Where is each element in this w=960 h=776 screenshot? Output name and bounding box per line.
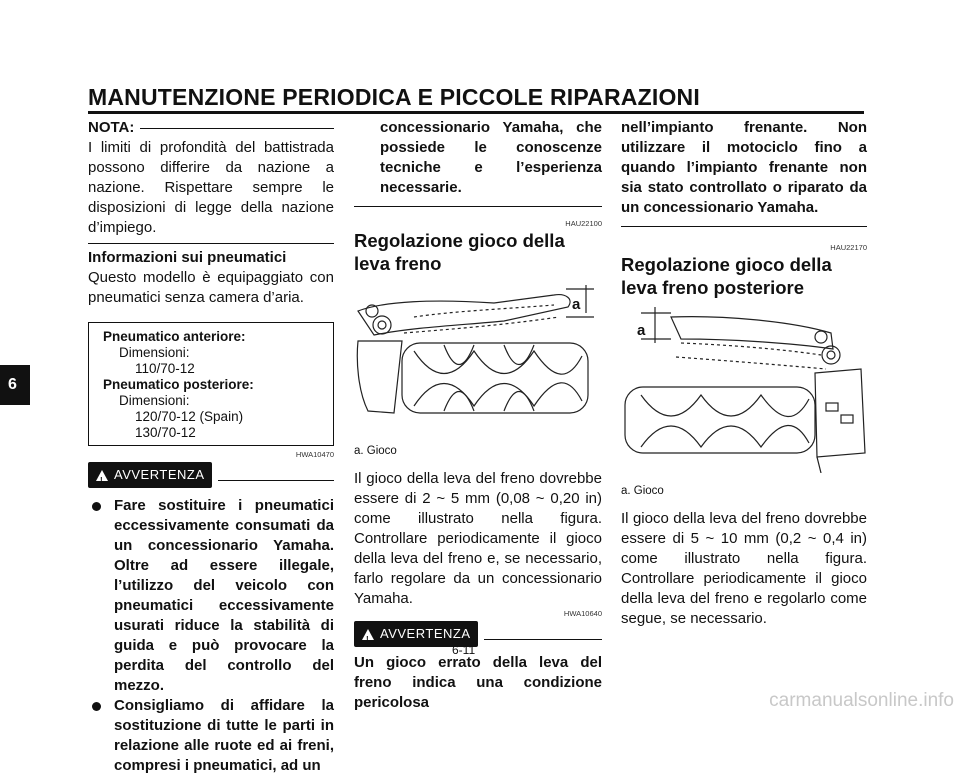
warning-text-2: Un gioco errato della leva del freno indica una condizione pericolosa <box>354 654 602 711</box>
rear-brake-lever-figure <box>621 303 867 473</box>
list-item: Fare sostituire i pneumatici eccessivamente consumati da un concessionario Yamaha. Oltre ad essere illegale, l’utilizzo del veicolo con pneumatici eccessivamente usurati riduce la stabilità di guida e può provocare la perdita del controllo del mezzo. <box>88 496 334 696</box>
warning-continued-3: nell’impianto frenante. Non utilizzare il motociclo fino a quando l’impianto frenante non sia stato controllato o riparato da un concessionario Yamaha. <box>621 119 867 216</box>
rear-tire-label: Pneumatico posteriore: <box>103 377 254 392</box>
warning-label: AVVERTENZA <box>114 467 205 482</box>
warning-code-2: HWA10640 <box>563 609 602 618</box>
front-dim-value: 110/70-12 <box>135 361 195 376</box>
note-label: NOTA: <box>88 119 135 136</box>
page-number: 6-11 <box>452 643 476 657</box>
front-dim-label: Dimensioni: <box>119 345 190 360</box>
chapter-tab: 6 <box>0 365 30 405</box>
figure-caption-3: a. Gioco <box>621 485 664 497</box>
warning-bullets <box>88 496 334 776</box>
note-end-rule <box>88 243 334 244</box>
column-1 <box>88 118 334 776</box>
tire-info-text: Questo modello è equipaggiato con pneumatici senza camera d’aria. <box>88 269 334 306</box>
warning-code: HWA10470 <box>295 450 334 459</box>
warning-badge <box>88 462 212 488</box>
tire-spec-box <box>88 322 334 446</box>
tire-info-title: Informazioni sui pneumatici <box>88 249 287 266</box>
column-2 <box>354 118 602 713</box>
front-tire-label: Pneumatico anteriore: <box>103 329 246 344</box>
figure-label-a-rear: a <box>637 322 646 339</box>
column-3 <box>621 118 867 629</box>
list-item: Consigliamo di affidare la sostituzione di tutte le parti in relazione alle ruote ed ai freni, compresi i pneumatici, ad un <box>88 696 334 776</box>
warning-end-rule-3 <box>621 226 867 227</box>
section-code-3: HAU22170 <box>830 243 867 252</box>
warning-header <box>88 462 334 488</box>
section-title-3: Regolazione gioco della leva freno posteriore <box>621 254 832 298</box>
warning-header-2 <box>354 621 602 647</box>
section-title: Regolazione gioco della leva freno <box>354 230 565 274</box>
figure-caption: a. Gioco <box>354 445 397 457</box>
header-rule <box>88 111 864 114</box>
figure-label-a: a <box>572 296 581 313</box>
section-code: HAU22100 <box>565 219 602 228</box>
warning-end-rule <box>354 206 602 207</box>
watermark: carmanualsonline.info <box>769 690 954 711</box>
note-text: I limiti di profondità del battistrada possono differire da nazione a nazione. Rispettare sempre le disposizioni di legge della nazione d’impiego. <box>88 139 334 236</box>
body-text: Il gioco della leva del freno dovrebbe essere di 2 ~ 5 mm (0,08 ~ 0,20 in) come illustrato nella figura. Controllare periodicamente il gioco della leva del freno e, se necessario, farlo regolare da un concessionario Yamaha. <box>354 470 602 607</box>
warning-triangle-icon <box>362 629 374 640</box>
warning-continued: concessionario Yamaha, che possiede le conoscenze tecniche e l’esperienza necessarie. <box>380 119 602 196</box>
rear-dim-value-1: 120/70-12 (Spain) <box>135 409 244 424</box>
rear-dim-label: Dimensioni: <box>119 393 190 408</box>
rear-dim-value-2: 130/70-12 <box>135 425 196 440</box>
handlebar-illustration <box>354 281 602 431</box>
handlebar-illustration-rear <box>621 303 867 473</box>
warning-label-2: AVVERTENZA <box>380 626 471 641</box>
page-header-title: MANUTENZIONE PERIODICA E PICCOLE RIPARAZIONI <box>88 84 700 110</box>
brake-lever-figure <box>354 281 602 431</box>
note-heading <box>88 118 334 138</box>
body-text-3: Il gioco della leva del freno dovrebbe essere di 5 ~ 10 mm (0,2 ~ 0,4 in) come illustrato nella figura. Controllare periodicamente il gioco della leva del freno e regolarlo come segue, se necessario. <box>621 510 867 627</box>
warning-triangle-icon <box>96 470 108 481</box>
